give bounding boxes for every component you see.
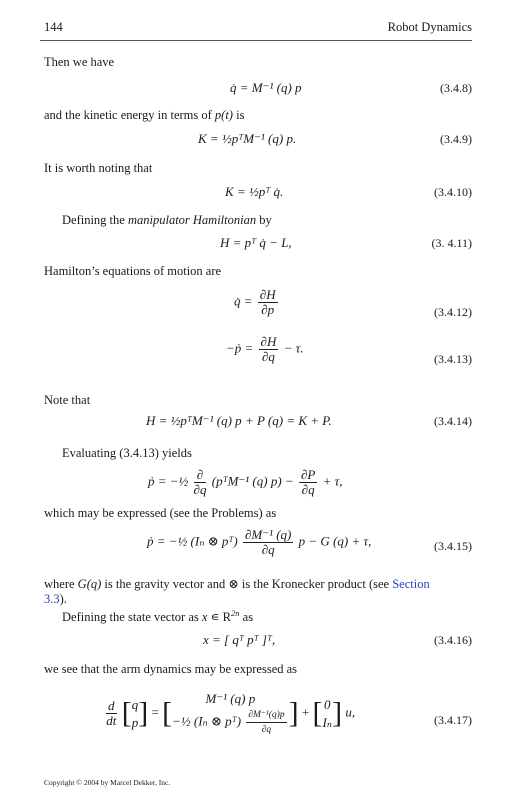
state-vector: q p xyxy=(131,696,139,730)
fraction: $\frac{\text{∂M⁻¹ (q)}}{\partial q}$ xyxy=(244,527,292,557)
paragraph-5: Hamilton’s equations of motion are xyxy=(44,264,222,278)
paragraph-8: which may be expressed (see the Problems) as xyxy=(44,506,277,520)
section-link[interactable]: Section xyxy=(392,577,430,591)
fraction: $\frac{\partial P}{\partial q}$ xyxy=(300,467,316,497)
equation-number-3-4-8: (3.4.8) xyxy=(440,81,472,95)
equation-number-3-4-12: (3.4.12) xyxy=(434,305,472,319)
fraction: $\frac{\text{∂M⁻¹(q)p}}{\partial q}$ xyxy=(248,710,285,735)
equation-3-4-17: $\frac{d}{dt}$ [ q p ] = [ M⁻¹ (q) p −½ (Iₙ ⊗ pᵀ) $\frac{\text{∂M⁻¹(q)p}}{\partial q}$ ] + [ 0 Iₙ ] u, xyxy=(106,691,356,735)
paragraph-3: It is worth noting that xyxy=(44,161,153,175)
paragraph-9-line-1: where G(q) is the gravity vector and ⊗ is the Kronecker product (see Section xyxy=(44,577,430,591)
equation-number-3-4-16: (3.4.16) xyxy=(434,633,472,647)
equation-number-3-4-17: (3.4.17) xyxy=(434,713,472,727)
fraction: $\frac{\partial}{\partial q}$ xyxy=(193,467,207,497)
equation-number-3-4-9: (3.4.9) xyxy=(440,132,472,146)
equation-3-4-13: −ṗ = $\frac{\partial H}{\partial q}$ − τ. xyxy=(226,334,304,364)
running-title: Robot Dynamics xyxy=(387,20,472,34)
paragraph-11: we see that the arm dynamics may be expressed as xyxy=(44,662,298,676)
equation-3-4-9: K = ½pᵀM⁻¹ (q) p. xyxy=(198,131,297,146)
paragraph-10: Defining the state vector as x ∊ $R^{2n}$ as xyxy=(62,608,254,625)
equation-3-4-12: q̇ = $\frac{\partial H}{\partial p}$ xyxy=(234,287,276,317)
paragraph-7: Evaluating (3.4.13) yields xyxy=(62,446,192,460)
equation-3-4-15: ṗ = −½ (Iₙ ⊗ pᵀ) $\frac{\text{∂M⁻¹ (q)}}{\partial q}$ p − G (q) + τ, xyxy=(147,527,372,557)
fraction: $\frac{\partial H}{\partial p}$ xyxy=(259,287,276,317)
equation-p-dot-expansion: ṗ = −½ $\frac{\partial}{\partial q}$ (pᵀM⁻¹ (q) p) − $\frac{\partial P}{\partial q}$ + τ, xyxy=(148,467,343,497)
paragraph-6: Note that xyxy=(44,393,91,407)
equation-number-3-4-11: (3. 4.11) xyxy=(431,236,472,250)
equation-number-3-4-15: (3.4.15) xyxy=(434,539,472,553)
fraction: $\frac{\partial H}{\partial q}$ xyxy=(260,334,277,364)
page-number: 144 xyxy=(44,20,63,34)
equation-3-4-8: q̇ = M⁻¹ (q) p xyxy=(230,80,302,95)
equation-number-3-4-13: (3.4.13) xyxy=(434,352,472,366)
equation-number-3-4-14: (3.4.14) xyxy=(434,414,472,428)
copyright-notice: Copyright © 2004 by Marcel Dekker, Inc. xyxy=(44,778,171,787)
section-number-link[interactable]: 3.3 xyxy=(44,592,60,606)
paragraph-4: Defining the manipulator Hamiltonian by xyxy=(62,213,272,227)
header-rule xyxy=(40,40,472,41)
paragraph-2: and the kinetic energy in terms of p(t) is xyxy=(44,108,245,122)
equation-3-4-16: x = [ qᵀ pᵀ ]ᵀ, xyxy=(203,632,276,647)
equation-3-4-11: H = pᵀ q̇ − L, xyxy=(220,235,292,250)
fraction: $\frac{d}{dt}$ xyxy=(106,698,117,728)
paragraph-9-line-2: 3.3). xyxy=(44,592,67,606)
paragraph-1: Then we have xyxy=(44,55,115,69)
equation-3-4-14: H = ½pᵀM⁻¹ (q) p + P (q) = K + P. xyxy=(146,413,332,428)
equation-3-4-10: K = ½pᵀ q̇. xyxy=(225,184,284,199)
dynamics-matrix: M⁻¹ (q) p −½ (Iₙ ⊗ pᵀ) $\frac{\text{∂M⁻¹(q)p}}{\partial q}$ xyxy=(172,691,285,735)
equation-number-3-4-10: (3.4.10) xyxy=(434,185,472,199)
input-matrix: 0 Iₙ xyxy=(322,696,333,730)
